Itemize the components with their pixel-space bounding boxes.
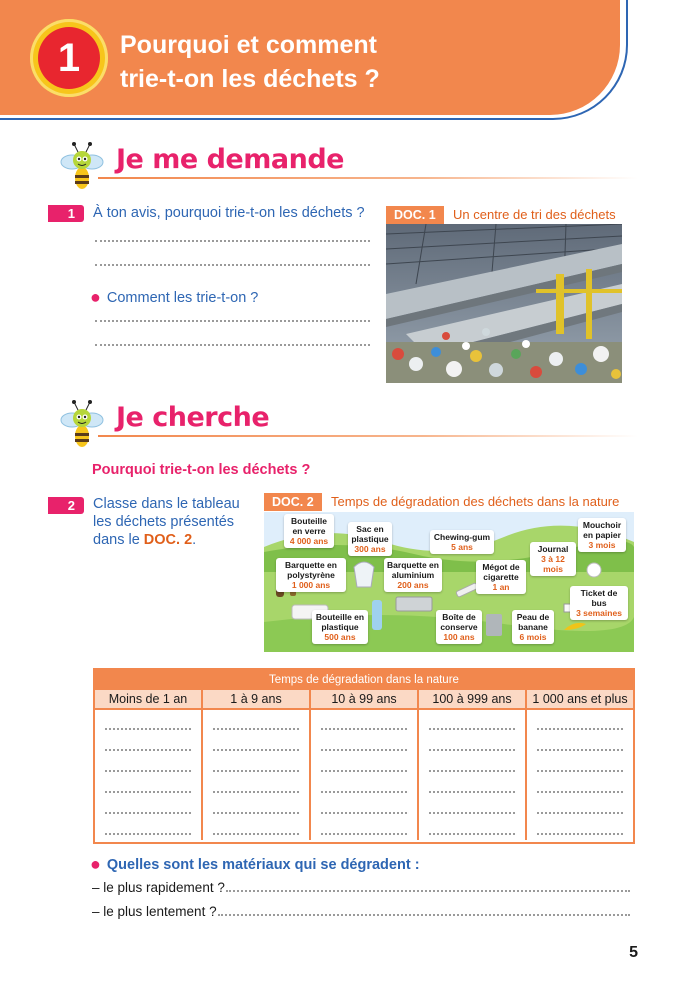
answer-line[interactable] xyxy=(429,749,515,751)
doc1-caption: Un centre de tri des déchets xyxy=(453,207,616,222)
answer-line[interactable] xyxy=(213,791,299,793)
label-barquette-aluminium: Barquette en aluminium 200 ans xyxy=(384,558,442,592)
answer-line[interactable] xyxy=(321,791,407,793)
table-body xyxy=(95,710,633,840)
doc2-reference: DOC. 2 xyxy=(143,532,193,548)
answer-line[interactable] xyxy=(105,833,191,835)
question-2-line3 xyxy=(93,531,240,549)
section-title: Je me demande xyxy=(116,144,344,175)
table-header-row xyxy=(95,690,633,710)
sorting-center-photo xyxy=(386,224,622,383)
bee-mascot-icon xyxy=(60,398,104,454)
answer-line[interactable] xyxy=(213,833,299,835)
label-peau-banane: Peau de banane 6 mois xyxy=(512,610,554,644)
degradation-table xyxy=(93,668,635,844)
answer-line[interactable] xyxy=(213,728,299,730)
label-megot-cigarette: Mégot de cigarette 1 an xyxy=(476,560,526,594)
answer-line[interactable] xyxy=(429,812,515,814)
answer-line[interactable] xyxy=(95,344,370,346)
doc1-tag: DOC. 1 xyxy=(386,206,444,224)
doc2-caption: Temps de dégradation des déchets dans la nature xyxy=(331,494,620,509)
answer-line[interactable] xyxy=(537,833,623,835)
answer-line[interactable] xyxy=(105,770,191,772)
answer-line[interactable] xyxy=(95,264,370,266)
section-je-me-demande xyxy=(60,140,640,200)
section-title: Je cherche xyxy=(116,402,270,433)
table-column[interactable] xyxy=(527,710,633,840)
answer-line[interactable] xyxy=(321,770,407,772)
label-mouchoir-papier: Mouchoir en papier 3 mois xyxy=(578,518,626,552)
page-number: 5 xyxy=(629,944,638,961)
section-je-cherche xyxy=(60,398,640,458)
question-2-line3-prefix: dans le xyxy=(93,532,144,548)
chapter-title-line1: Pourquoi et comment xyxy=(120,31,377,59)
chapter-number: 1 xyxy=(38,27,100,89)
answer-label-slow: – le plus lentement ? xyxy=(92,904,217,919)
answer-line[interactable] xyxy=(429,833,515,835)
question-2-line2: les déchets présentés xyxy=(93,514,235,530)
table-header-cell: 100 à 999 ans xyxy=(419,690,527,708)
label-bouteille-plastique: Bouteille en plastique 500 ans xyxy=(312,610,368,644)
chapter-title-line2: trie-t-on les déchets ? xyxy=(120,65,380,93)
question-1-sub xyxy=(90,287,258,308)
label-journal: Journal 3 à 12 mois xyxy=(530,542,576,576)
bullet-icon: ● xyxy=(90,287,101,307)
answer-line[interactable] xyxy=(218,914,630,916)
label-bouteille-verre: Bouteille en verre 4 000 ans xyxy=(284,514,334,548)
table-header-cell: 1 000 ans et plus xyxy=(532,692,628,706)
answer-line[interactable] xyxy=(105,791,191,793)
chapter-title xyxy=(120,28,560,96)
question-1-text: À ton avis, pourquoi trie-t-on les déchets ? xyxy=(93,205,365,221)
question-number-2: 2 xyxy=(48,497,84,514)
bullet-icon: ● xyxy=(90,854,101,874)
table-header-cell: 10 à 99 ans xyxy=(311,690,419,708)
answer-line[interactable] xyxy=(537,770,623,772)
section-rule xyxy=(98,435,638,437)
table-header-cell: 1 à 9 ans xyxy=(203,690,311,708)
answer-line[interactable] xyxy=(429,791,515,793)
chapter-badge xyxy=(30,19,108,97)
label-barquette-polystyrene: Barquette en polystyrène 1 000 ans xyxy=(276,558,346,592)
answer-line[interactable] xyxy=(213,770,299,772)
answer-line[interactable] xyxy=(321,812,407,814)
question-number-1: 1 xyxy=(48,205,84,222)
section-subtitle: Pourquoi trie-t-on les déchets ? xyxy=(92,462,311,478)
section-rule xyxy=(98,177,638,179)
table-column[interactable] xyxy=(419,710,527,840)
label-ticket-bus: Ticket de bus 3 semaines xyxy=(570,586,628,620)
question-2-line3-suffix: . xyxy=(192,532,197,548)
answer-line[interactable] xyxy=(321,833,407,835)
answer-line[interactable] xyxy=(537,791,623,793)
answer-line[interactable] xyxy=(213,812,299,814)
question-2-text xyxy=(93,495,240,549)
table-column[interactable] xyxy=(95,710,203,840)
question-3 xyxy=(90,854,420,875)
answer-line[interactable] xyxy=(321,728,407,730)
table-header-cell: Moins de 1 an xyxy=(95,690,203,708)
answer-line[interactable] xyxy=(429,770,515,772)
table-title: Temps de dégradation dans la nature xyxy=(95,670,633,690)
answer-line[interactable] xyxy=(95,240,370,242)
label-boite-conserve: Boîte de conserve 100 ans xyxy=(436,610,482,644)
label-chewing-gum: Chewing-gum 5 ans xyxy=(430,530,494,554)
answer-label-fast: – le plus rapidement ? xyxy=(92,880,225,895)
question-3-text: Quelles sont les matériaux qui se dégradent : xyxy=(106,857,420,873)
answer-line[interactable] xyxy=(321,749,407,751)
answer-line[interactable] xyxy=(213,749,299,751)
label-sac-plastique: Sac en plastique 300 ans xyxy=(348,522,392,556)
question-1-sub-text: Comment les trie-t-on ? xyxy=(106,290,259,306)
degradation-illustration xyxy=(264,512,634,652)
answer-line[interactable] xyxy=(537,728,623,730)
answer-line[interactable] xyxy=(95,320,370,322)
bee-mascot-icon xyxy=(60,140,104,196)
answer-line[interactable] xyxy=(226,890,630,892)
answer-line[interactable] xyxy=(537,812,623,814)
answer-line[interactable] xyxy=(105,728,191,730)
answer-line[interactable] xyxy=(105,749,191,751)
doc2-tag: DOC. 2 xyxy=(264,493,322,511)
answer-line[interactable] xyxy=(537,749,623,751)
answer-line[interactable] xyxy=(105,812,191,814)
question-2-line1: Classe dans le tableau xyxy=(93,496,240,512)
answer-line[interactable] xyxy=(429,728,515,730)
table-column[interactable] xyxy=(203,710,311,840)
table-column[interactable] xyxy=(311,710,419,840)
